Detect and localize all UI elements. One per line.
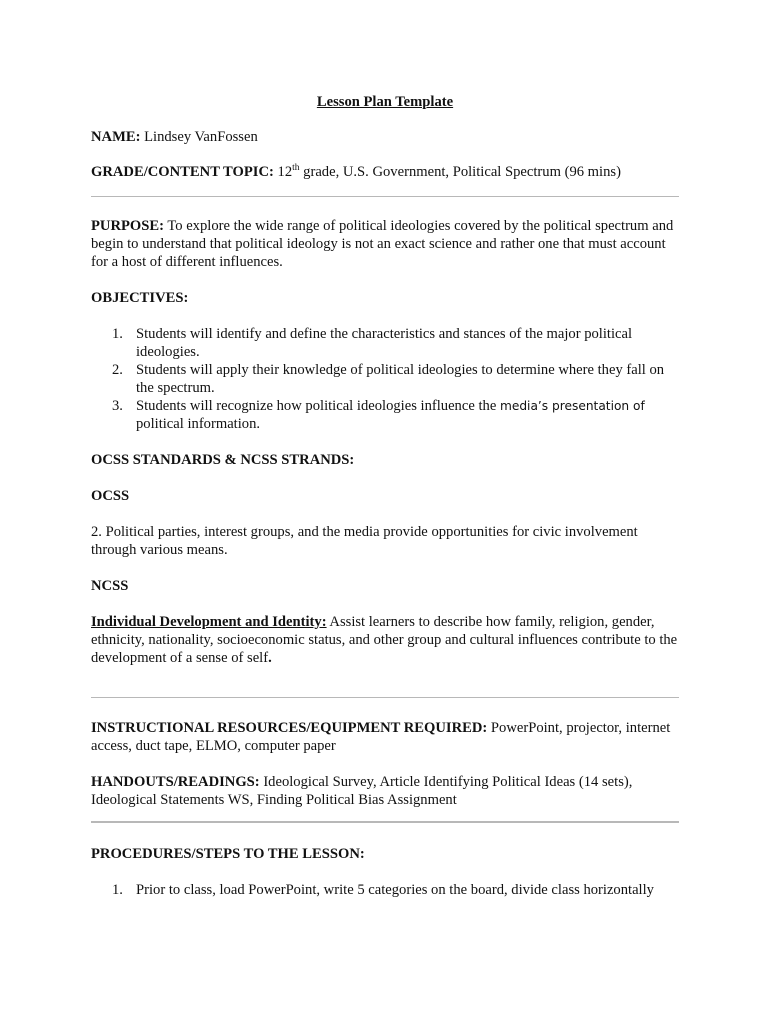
list-item-text-end: political information. (136, 416, 261, 432)
procedures-heading-text: PROCEDURES/STEPS TO THE LESSON: (91, 846, 365, 862)
handouts-label: HANDOUTS/READINGS: (91, 774, 260, 790)
divider (91, 196, 679, 197)
list-item (91, 397, 679, 433)
lesson-plan-content (91, 93, 679, 899)
purpose-paragraph (91, 217, 679, 271)
list-item (91, 881, 679, 899)
list-item-number: 2. (112, 362, 123, 378)
list-item-text: Students will recognize how political ideologies influence the (136, 398, 500, 414)
objectives-heading-text: OBJECTIVES: (91, 290, 189, 306)
list-item (91, 361, 679, 397)
ncss-heading-text: NCSS (91, 578, 129, 594)
ncss-paragraph (91, 613, 679, 667)
handouts-text: Ideological Survey, Article Identifying Political Ideas (14 sets), Ideological Statements WS, Finding Political Bias Assignment (91, 774, 633, 808)
divider (91, 821, 679, 823)
ncss-strand-label: Individual Development and Identity: (91, 614, 327, 630)
ncss-heading (91, 577, 679, 595)
ocss-heading (91, 487, 679, 505)
grade-value-suffix: th (292, 163, 300, 174)
purpose-label: PURPOSE: (91, 218, 164, 234)
handouts-paragraph (91, 773, 679, 809)
grade-value-number: 12 (277, 164, 293, 180)
resources-label: INSTRUCTIONAL RESOURCES/EQUIPMENT REQUIRED: (91, 720, 488, 736)
name-label: NAME: (91, 129, 141, 145)
grade-value-text: grade, U.S. Government, Political Spectrum (96 mins) (299, 164, 621, 180)
resources-text: PowerPoint, projector, internet access, duct tape, ELMO, computer paper (91, 720, 671, 754)
document-title: Lesson Plan Template (316, 94, 454, 110)
list-item-number: 3. (112, 398, 123, 414)
list-item (91, 325, 679, 361)
grade-line (91, 163, 679, 181)
list-item-text: Students will identify and define the characteristics and stances of the major political ideologies. (136, 326, 633, 360)
objectives-heading (91, 289, 679, 307)
grade-label: GRADE/CONTENT TOPIC: (91, 164, 274, 180)
objectives-list (91, 325, 679, 433)
resources-paragraph (91, 719, 679, 755)
procedures-list (91, 881, 679, 899)
purpose-text: To explore the wide range of political ideologies covered by the political spectrum and begin to understand that political ideology is not an exact science and rather one that must account for a host of different influences. (91, 218, 674, 270)
ncss-strand-text: Assist learners to describe how family, religion, gender, ethnicity, nationality, socioeconomic status, and other group and cultural influences contribute to the development of a sense of self (91, 614, 678, 666)
name-value: Lindsey VanFossen (144, 129, 258, 145)
standards-heading-text: OCSS STANDARDS & NCSS STRANDS: (91, 452, 355, 468)
list-item-text-fragment: media’s presentation of (499, 399, 645, 413)
ocss-text: 2. Political parties, interest groups, and the media provide opportunities for civic involvement through various means. (91, 524, 638, 558)
procedures-heading (91, 845, 679, 863)
list-item-number: 1. (112, 326, 123, 342)
list-item-number: 1. (112, 882, 123, 898)
list-item-text: Prior to class, load PowerPoint, write 5 categories on the board, divide class horizontally (136, 882, 654, 898)
name-line (91, 128, 679, 146)
standards-heading (91, 451, 679, 469)
list-item-text: Students will apply their knowledge of political ideologies to determine where they fall on the spectrum. (136, 362, 665, 396)
divider (91, 697, 679, 698)
ocss-heading-text: OCSS (91, 488, 130, 504)
ncss-strand-end: . (268, 650, 272, 666)
